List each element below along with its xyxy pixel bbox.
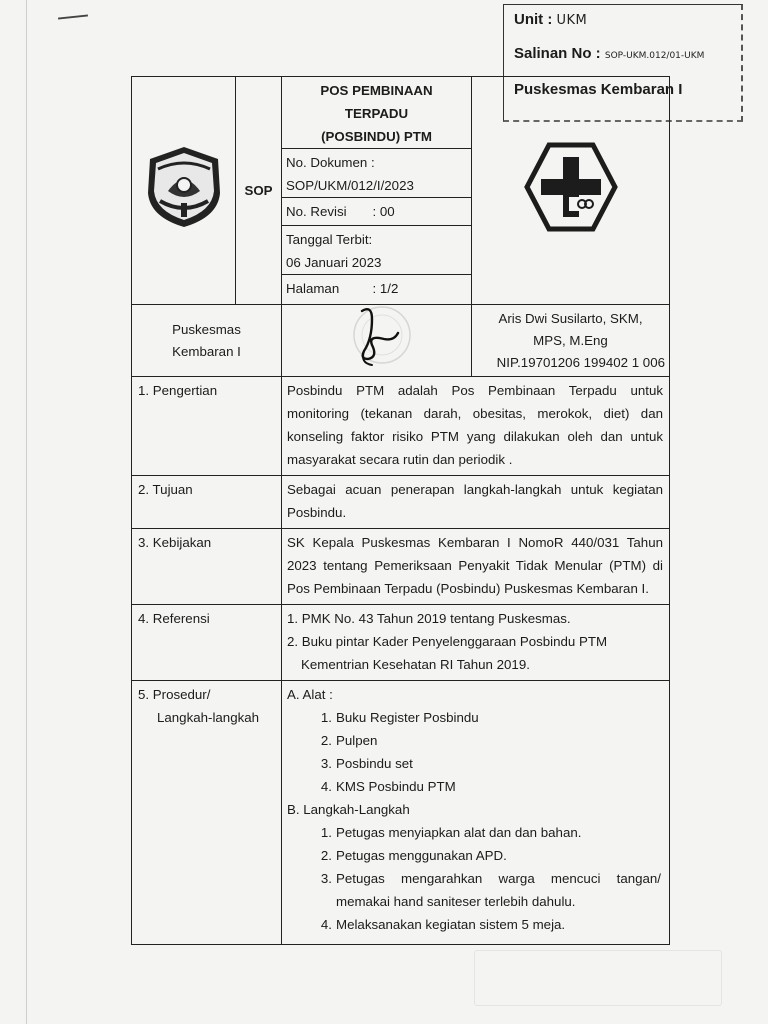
langkah-item <box>315 844 663 867</box>
signer-nip: NIP.19701206 199402 1 006 <box>496 354 665 370</box>
signature-cell <box>282 305 472 377</box>
alat-heading: A. Alat : <box>287 687 333 702</box>
langkah-heading: B. Langkah-Langkah <box>287 802 410 817</box>
langkah-item <box>315 821 663 844</box>
pengertian-content-cell <box>282 377 670 476</box>
stamp-salinan-label: Salinan No : <box>514 45 601 62</box>
health-logo-cell <box>472 77 670 305</box>
tujuan-label-cell <box>132 476 282 529</box>
revision-text: No. Revisi : 00 <box>286 204 395 219</box>
puskesmas-line-1: Puskesmas <box>172 321 241 337</box>
prosedur-content-cell <box>282 681 670 945</box>
langkah-item-text: Petugas mengarahkan warga mencuci tangan/ memakai hand saniteser terlebih dahulu. <box>336 871 661 909</box>
kebijakan-row <box>132 529 670 605</box>
revision-cell <box>282 198 472 226</box>
pengertian-text: Posbindu PTM adalah Pos Pembinaan Terpadu untuk monitoring (tekanan darah, obesitas, merokok, diet) dan konseling faktor risiko PTM yang dilakukan oleh dan untuk masyarakat secara rutin dan periodik . <box>287 383 663 467</box>
signer-cell <box>472 305 670 377</box>
tujuan-label: 2. Tujuan <box>138 482 193 497</box>
referensi-item-2-cont: Kementrian Kesehatan RI Tahun 2019. <box>301 657 530 672</box>
page-cell <box>282 275 472 305</box>
referensi-item-2: 2. Buku pintar Kader Penyelenggaraan Posbindu PTM <box>287 634 608 649</box>
regency-emblem-icon <box>138 141 230 233</box>
puskesmas-logo-icon <box>521 137 621 237</box>
title-cell <box>282 77 472 149</box>
kebijakan-text: SK Kepala Puskesmas Kembaran I NomoR 440/031 Tahun 2023 tentang Pemeriksaan Penyakit Tidak Menular (PTM) di Pos Pembinaan Terpadu (Posbindu) Puskesmas Kembaran I. <box>287 535 663 596</box>
stamp-salinan-value: SOP-UKM.012/01-UKM <box>604 51 705 61</box>
alat-item <box>315 752 663 775</box>
header-row <box>132 77 670 149</box>
alat-item <box>315 706 663 729</box>
approval-row <box>132 305 670 377</box>
alat-item-text: KMS Posbindu PTM <box>336 779 456 794</box>
prosedur-row <box>132 681 670 945</box>
title-line-3: (POSBINDU) PTM <box>321 129 432 144</box>
regency-logo-cell <box>132 77 236 305</box>
signer-title: MPS, M.Eng <box>533 332 608 348</box>
referensi-label: 4. Referensi <box>138 611 210 626</box>
alat-item-text: Buku Register Posbindu <box>336 710 479 725</box>
kebijakan-label-cell <box>132 529 282 605</box>
puskesmas-line-2: Kembaran I <box>172 343 241 359</box>
langkah-item-text: Petugas menyiapkan alat dan dan bahan. <box>336 825 582 840</box>
langkah-list <box>287 821 663 936</box>
referensi-content-cell <box>282 605 670 681</box>
langkah-item <box>315 867 663 913</box>
langkah-item-number: 1. <box>320 825 332 840</box>
prosedur-label-line-2: Langkah-langkah <box>157 710 260 725</box>
tujuan-text: Sebagai acuan penerapan langkah-langkah untuk kegiatan Posbindu. <box>287 482 663 520</box>
langkah-item <box>315 913 663 936</box>
title-line-1: POS PEMBINAAN <box>320 83 433 98</box>
sop-label: SOP <box>244 183 273 198</box>
signature-with-stamp-icon <box>302 305 452 369</box>
alat-item <box>315 729 663 752</box>
alat-item-number: 3. <box>320 756 332 771</box>
alat-item-text: Posbindu set <box>336 756 413 771</box>
prosedur-label-line-1: 5. Prosedur/ <box>138 687 211 702</box>
puskesmas-cell <box>132 305 282 377</box>
langkah-item-number: 3. <box>320 871 332 886</box>
alat-item-text: Pulpen <box>336 733 378 748</box>
pengertian-row <box>132 377 670 476</box>
issue-date-label: Tanggal Terbit: <box>286 232 373 247</box>
alat-list <box>287 706 663 798</box>
issue-date-cell <box>282 226 472 275</box>
sop-table <box>131 76 670 945</box>
stamp-unit-label: Unit : <box>514 11 553 28</box>
pengertian-label: 1. Pengertian <box>138 383 218 398</box>
alat-item <box>315 775 663 798</box>
title-line-2: TERPADU <box>344 106 409 121</box>
doc-number-cell <box>282 149 472 198</box>
langkah-item-text: Melaksanakan kegiatan sistem 5 meja. <box>336 917 566 932</box>
kebijakan-content-cell <box>282 529 670 605</box>
pengertian-label-cell <box>132 377 282 476</box>
tujuan-row <box>132 476 670 529</box>
faint-watermark-box <box>474 950 722 1006</box>
doc-number-label: No. Dokumen : <box>286 155 375 170</box>
stamp-salinan-row <box>514 45 704 62</box>
scan-mark <box>58 14 88 19</box>
prosedur-label-cell <box>132 681 282 945</box>
stamp-unit-row <box>514 11 587 28</box>
page-edge <box>26 0 27 1024</box>
langkah-item-number: 2. <box>320 848 332 863</box>
stamp-puskesmas-label: Puskesmas Kembaran I <box>514 81 683 98</box>
signer-name: Aris Dwi Susilarto, SKM, <box>498 310 643 326</box>
langkah-item-number: 4. <box>320 917 332 932</box>
referensi-row <box>132 605 670 681</box>
stamp-unit-value: UKM <box>556 13 588 28</box>
kebijakan-label: 3. Kebijakan <box>138 535 212 550</box>
issue-date-value: 06 Januari 2023 <box>286 255 382 270</box>
alat-item-number: 4. <box>320 779 332 794</box>
alat-item-number: 1. <box>320 710 332 725</box>
sop-label-cell <box>236 77 282 305</box>
doc-number-value: SOP/UKM/012/I/2023 <box>286 178 414 193</box>
langkah-item-text: Petugas menggunakan APD. <box>336 848 507 863</box>
alat-item-number: 2. <box>320 733 332 748</box>
referensi-item-1: 1. PMK No. 43 Tahun 2019 tentang Puskesmas. <box>287 611 571 626</box>
referensi-label-cell <box>132 605 282 681</box>
page-text: Halaman : 1/2 <box>286 281 399 296</box>
tujuan-content-cell <box>282 476 670 529</box>
